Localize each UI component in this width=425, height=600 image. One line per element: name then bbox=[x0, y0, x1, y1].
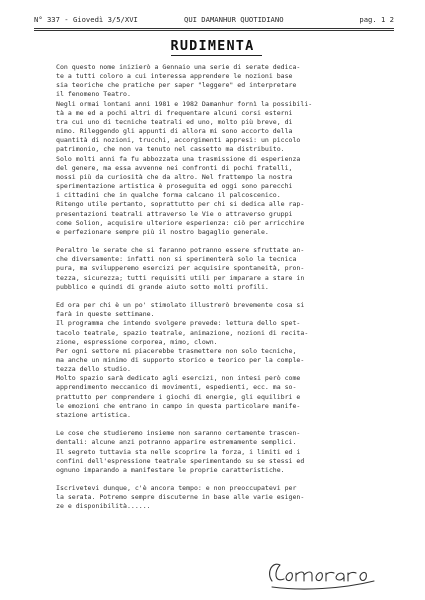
text-line: ognuno imparando a manifestare le proprie caratteristiche. bbox=[56, 465, 285, 474]
text-line: farà in queste settimane. bbox=[56, 310, 155, 319]
paragraph-4 bbox=[56, 429, 396, 475]
text-line: tà a me ed a pochi altri di frequentare alcuni corsi esterni bbox=[56, 108, 293, 117]
text-line: Per ogni settore mi piacerebbe trasmettere non solo tecniche, bbox=[56, 346, 297, 355]
text-line: sia teoriche che pratiche per saper "leggere" ed interpretare bbox=[56, 81, 297, 90]
text-line: Peraltro le serate che si faranno potranno essere sfruttate an- bbox=[56, 246, 305, 255]
text-line: stazione artistica. bbox=[56, 410, 131, 419]
text-line: pura, ma svilupperemo esercizi per acquisire spontaneità, pron- bbox=[56, 264, 305, 273]
paragraph-3 bbox=[56, 301, 396, 420]
text-line: Il programma che intendo svolgere prevede: lettura dello spet- bbox=[56, 319, 301, 328]
text-line: ze e disponibilità...... bbox=[56, 502, 151, 511]
text-line: le emozioni che entrano in campo in questa particolare manife- bbox=[56, 401, 301, 410]
text-line: patrimonio, che non va tenuto nel cassetto ma distribuito. bbox=[56, 145, 285, 154]
text-line: ma anche un minimo di supporto storico e teorico per la comple- bbox=[56, 355, 305, 364]
text-line: del genere, ma essa avvenne nei confronti di pochi fratelli, bbox=[56, 163, 293, 172]
article-body bbox=[56, 63, 396, 512]
paragraph-1 bbox=[56, 63, 396, 237]
text-line: Ritengo utile pertanto, soprattutto per chi si dedica alle rap- bbox=[56, 200, 305, 209]
text-line: dentali: alcune anzi potranno apparire estremamente semplici. bbox=[56, 438, 297, 447]
text-line: tezza dello studio. bbox=[56, 365, 131, 374]
paragraph-gap bbox=[56, 475, 396, 484]
text-line: zione, espressione corporea, mimo, clown. bbox=[56, 337, 218, 346]
header-rule-double bbox=[34, 30, 394, 31]
paragraph-gap bbox=[56, 420, 396, 429]
text-line: mossi più da curiosità che da altro. Nel frattempo la nostra bbox=[56, 172, 293, 181]
text-line: Ed ora per chi è un po' stimolato illustrerò brevemente cosa si bbox=[56, 301, 305, 310]
text-line: prattutto per comprendere i giochi di energie, gli equilibri e bbox=[56, 392, 301, 401]
text-line: che diversamente: infatti non si sperimenterà solo la tecnica bbox=[56, 255, 297, 264]
text-line: pubblico e quindi di grande aiuto sotto molti profili. bbox=[56, 282, 269, 291]
text-line: Molto spazio sarà dedicato agli esercizi, non intesi però come bbox=[56, 374, 301, 383]
paragraph-gap bbox=[56, 292, 396, 301]
text-line: Solo molti anni fa fu abbozzata una trasmissione di esperienza bbox=[56, 154, 301, 163]
newsletter-title: QUI DAMANHUR QUOTIDIANO bbox=[184, 15, 284, 24]
text-line: apprendimento meccanico di movimenti, espedienti, ecc. ma so- bbox=[56, 383, 297, 392]
text-line: la serata. Potremo sempre discuterne in base alle varie esigen- bbox=[56, 493, 305, 502]
paragraph-2 bbox=[56, 246, 396, 292]
text-line: Negli ormai lontani anni 1981 e 1982 Damanhur fornì la possibili- bbox=[56, 99, 313, 108]
header-rule bbox=[34, 28, 394, 29]
text-line: sperimentazione artistica è proseguita ed oggi sono parecchi bbox=[56, 182, 293, 191]
text-line: i cittadini che in qualche forma calcano il palcoscenico. bbox=[56, 191, 281, 200]
text-line: Le cose che studieremo insieme non saranno certamente trascen- bbox=[56, 429, 301, 438]
text-line: quantità di nozioni, trucchi, accorgimenti appresi: un piccolo bbox=[56, 136, 301, 145]
text-line: tacolo teatrale, spazio teatrale, animazione, nozioni di recita- bbox=[56, 328, 309, 337]
handwritten-signature bbox=[262, 551, 382, 595]
text-line: Iscrivetevi dunque, c'è ancora tempo: e non preoccupatevi per bbox=[56, 484, 297, 493]
paragraph-5 bbox=[56, 484, 396, 511]
text-line: il fenomeno Teatro. bbox=[56, 90, 131, 99]
article-title: RUDIMENTA bbox=[170, 38, 255, 54]
text-line: presentazioni teatrali attraverso le Vie o attraverso gruppi bbox=[56, 209, 293, 218]
page-number: pag. 1 2 bbox=[359, 15, 394, 24]
paragraph-gap bbox=[56, 237, 396, 246]
text-line: Il segreto tuttavia sta nelle scoprire la forza, i limiti ed i bbox=[56, 447, 301, 456]
text-line: tezza, sicurezza; tutti requisiti utili per imparare a stare in bbox=[56, 273, 305, 282]
text-line: tra cui uno di tecniche teatrali ed uno, molto più breve, di bbox=[56, 117, 293, 126]
title-underline bbox=[171, 55, 262, 56]
text-line: te a tutti coloro a cui interessa apprendere le nozioni base bbox=[56, 72, 293, 81]
text-line: come Solion, acquisire ulteriore esperienza: ciò per arricchire bbox=[56, 218, 305, 227]
page-header bbox=[34, 14, 394, 26]
text-line: confini dell'espressione teatrale sperimentando su se stessi ed bbox=[56, 456, 305, 465]
text-line: Con questo nome inizierò a Gennaio una serie di serate dedica- bbox=[56, 63, 301, 71]
issue-number: N° 337 - Giovedì 3/5/XVI bbox=[34, 15, 138, 24]
text-line: e perfezionare sempre più il nostro bagaglio generale. bbox=[56, 227, 269, 236]
text-line: mimo. Rileggendo gli appunti di allora mi sono accorto della bbox=[56, 127, 293, 136]
